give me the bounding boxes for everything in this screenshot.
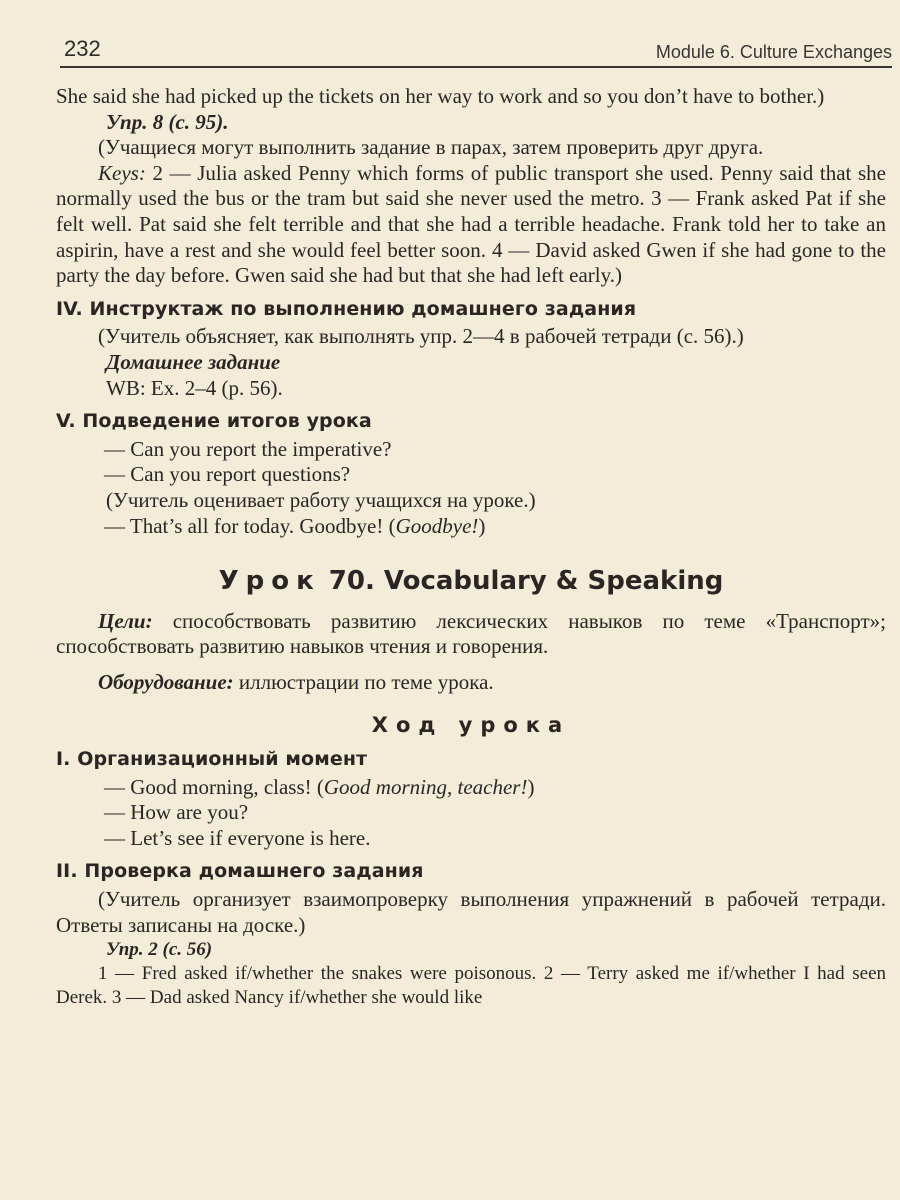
dialog-line: — How are you? [104, 800, 249, 825]
section-1-heading: I. Организационный момент [56, 748, 368, 771]
keys-paragraph [56, 161, 886, 289]
equipment-text: иллюстрации по теме урока. [233, 669, 494, 694]
teacher-note: (Учитель оценивает работу учащихся на уроке.) [106, 487, 536, 512]
lesson-goals [56, 609, 886, 660]
lesson-title-prefix: Урок [218, 566, 321, 597]
equipment-label: Оборудование: [98, 669, 234, 694]
exercise-2-label [56, 938, 886, 962]
dialog-text: ) [527, 774, 535, 799]
section-2-heading: II. Проверка домашнего задания [56, 860, 424, 883]
dialog-line [56, 514, 886, 540]
exercise-8-instruction: (Учащиеся могут выполнить задание в парах, затем проверить друг друга. [98, 135, 764, 160]
homework-label: Домашнее задание [106, 349, 281, 374]
page-number: 232 [64, 36, 101, 61]
keys-label: Keys: [98, 160, 146, 185]
exercise-ref: Упр. 8 (с. 95). [106, 109, 229, 134]
exercise-8-label [56, 110, 886, 136]
keys-text: 2 — Julia asked Penny which forms of public transport she used. Penny said that she normally used the bus or the tram but said she never used the metro. 3 — Frank asked Pat if she felt well. Pat said she felt terrible and that she had a terrible headache. Frank told her to take an aspirin, have a rest and she would feel better soon. 4 — David asked Gwen if she had gone to the party the day before. Gwen said she had but that she had left early.) [56, 160, 886, 288]
dialog-response: Good morning, teacher! [323, 774, 528, 799]
dialog-line: — Let’s see if everyone is here. [104, 825, 371, 850]
dialog-line [56, 775, 886, 801]
section-4-text: (Учитель объясняет, как выполнять упр. 2—4 в рабочей тетради (с. 56).) [98, 324, 744, 349]
lesson-title-text: 70. Vocabulary & Speaking [328, 566, 724, 597]
goals-label: Цели: [98, 608, 153, 633]
lesson-equipment [56, 670, 886, 696]
page-content [56, 84, 886, 1010]
section-2-text: (Учитель организует взаимопроверку выполнения упражнений в рабочей тетради. Ответы записаны на доске.) [56, 887, 886, 937]
exercise-ref: Упр. 2 (с. 56) [106, 939, 213, 961]
section-5-heading: V. Подведение итогов урока [56, 410, 372, 433]
running-head: Module 6. Culture Exchanges [655, 42, 892, 62]
lesson-title [56, 566, 886, 597]
continued-paragraph: She said she had picked up the tickets on her way to work and so you don’t have to bother.) [56, 84, 825, 108]
dialog-text: — Good morning, class! ( [104, 774, 324, 799]
dialog-text: — That’s all for today. Goodbye! ( [104, 513, 396, 538]
dialog-line: — Can you report the imperative? [104, 436, 392, 461]
goals-text: способствовать развитию лексических навыков по теме «Транспорт»; способствовать развитию навыков чтения и говорения. [56, 608, 886, 659]
page-header [60, 36, 892, 68]
dialog-text: ) [478, 513, 486, 538]
section-4-heading: IV. Инструктаж по выполнению домашнего задания [56, 297, 637, 320]
lesson-course-title: Ход урока [371, 713, 571, 738]
exercise-2-answers: 1 — Fred asked if/whether the snakes were poisonous. 2 — Terry asked me if/whether I had seen Derek. 3 — Dad asked Nancy if/whether she would like [56, 963, 886, 1009]
dialog-line: — Can you report questions? [104, 462, 351, 487]
homework-text: WB: Ex. 2–4 (p. 56). [106, 375, 283, 400]
dialog-response: Goodbye! [395, 513, 479, 538]
